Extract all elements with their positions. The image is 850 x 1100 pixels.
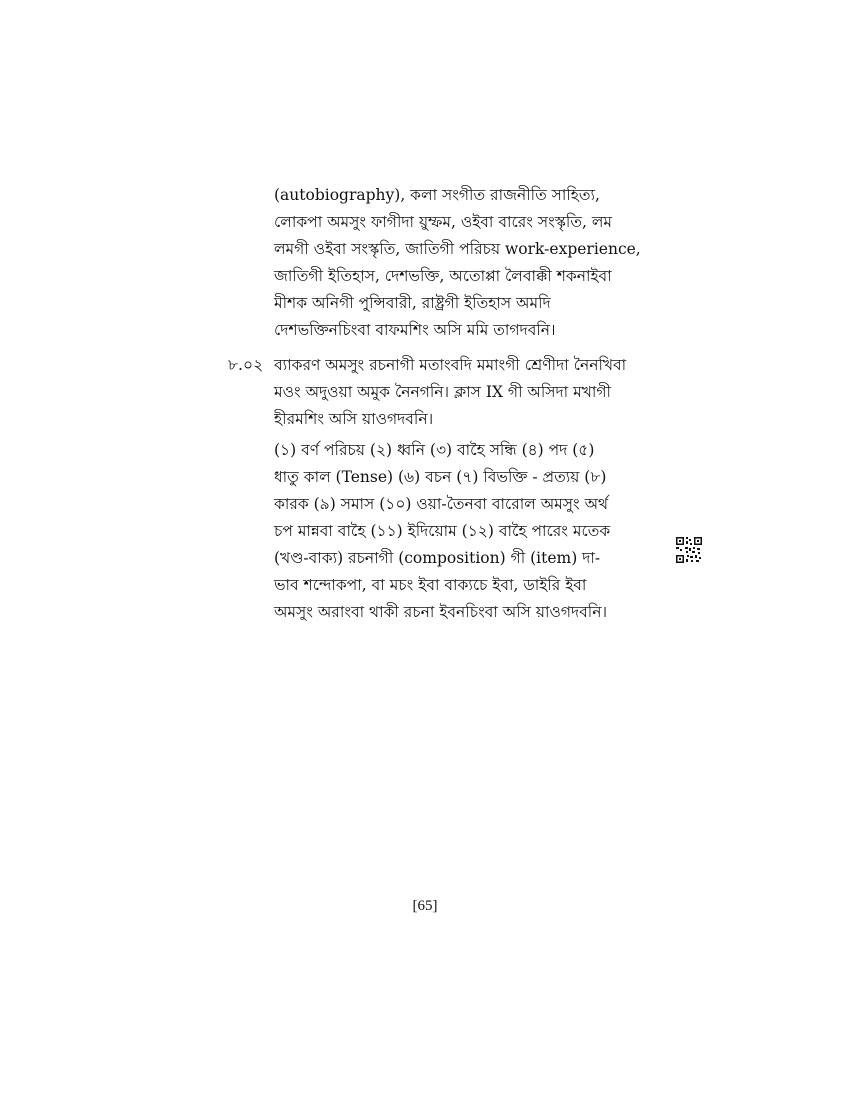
- text-line: ধাতু কাল (Tense) (৬) বচন (৭) বিভক্তি - প্রত্যয় (৮): [274, 468, 607, 486]
- text-line: লমগী ওইবা সংস্কৃতি, জাতিগী পরিচয় work-experience,: [274, 240, 641, 258]
- text-line: হীরমশিং অসি য়াওগদবনি।: [274, 410, 434, 428]
- topic-list-paragraph: [274, 437, 638, 626]
- text-line: মীশক অনিগী পুন্সিবারী, রাষ্ট্রগী ইতিহাস অমদি: [274, 294, 551, 312]
- text-line: অমসুং অরাংবা থাকী রচনা ইবনচিংবা অসি য়াওগদবনি।: [274, 603, 608, 621]
- text-line: কারক (৯) সমাস (১০) ওয়া-তৈনবা বারোল অমসুং অর্থ: [274, 495, 609, 513]
- paragraph-continuation: [274, 182, 641, 344]
- text-line: চপ মান্নবা বাহৈ (১১) ইদিয়োম (১২) বাহৈ পারেং মতেক: [274, 522, 611, 540]
- text-line: (১) বর্ণ পরিচয় (২) ধ্বনি (৩) বাহৈ সন্ধি (৪) পদ (৫): [274, 441, 595, 459]
- text-line: (খণ্ড-বাক্য) রচনাগী (composition) গী (item) দা-: [274, 549, 601, 567]
- text-line: (autobiography), কলা সংগীত রাজনীতি সাহিত্য,: [274, 186, 600, 204]
- text-line: মওং অদুওয়া অমুক নৈনগনি। ক্লাস IX গী অসিদা মখাগী: [274, 383, 611, 401]
- page-number: [65]: [412, 898, 438, 914]
- text-line: জাতিগী ইতিহাস, দেশভক্তি, অতোপ্পা লৈবাক্কী শকনাইবা: [274, 267, 612, 285]
- text-line: ব্যাকরণ অমসুং রচনাগী মতাংবদি মমাংগী শ্রেণীদা নৈনখিবা: [274, 356, 627, 374]
- qr-code-icon: [676, 537, 702, 563]
- section-intro-paragraph: [274, 352, 638, 433]
- text-line: ভাব শন্দোকপা, বা মচং ইবা বাক্যচে ইবা, ডাইরি ইবা: [274, 576, 587, 594]
- text-line: লোকপা অমসুং ফাগীদা য়ুম্ফম, ওইবা বারেং সংস্কৃতি, লম: [274, 213, 612, 231]
- section-number: ৮.০২: [228, 356, 264, 374]
- text-line: দেশভক্তিনচিংবা বাফমশিং অসি মমি তাগদবনি।: [274, 321, 556, 339]
